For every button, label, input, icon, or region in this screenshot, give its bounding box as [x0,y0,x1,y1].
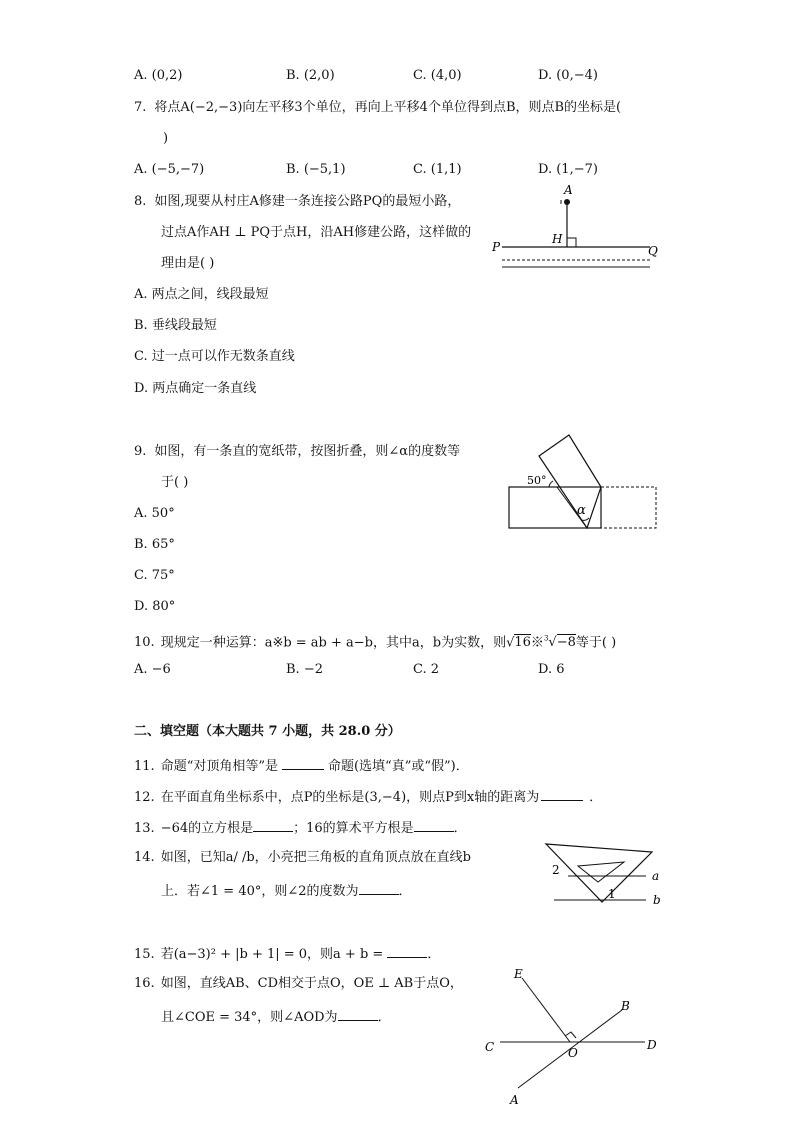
q9-stem-line2: 于( ) [161,475,189,490]
q8-figure [488,180,668,272]
q16-ray-oe [522,978,570,1042]
q16-stem-line2 [161,1006,391,1027]
q15-answer-blank[interactable] [387,943,427,958]
q15-part2: ． [427,947,441,962]
q9-strip-dashed [601,487,656,528]
q8-stem-line2: 过点A作AH ⊥ PQ于点H，沿AH修建公路，这样做的 [161,225,472,240]
q8-right-angle-mark [567,238,576,247]
q9-strip [509,487,601,528]
q7-stem-line2: ) [163,131,169,146]
q8-stem [134,193,460,211]
q16-stem-line1: 如图，直线AB、CD相交于点O，OE ⊥ AB于点O， [160,976,463,991]
q15-number: 15. [134,947,155,962]
q8-option-d: D. 两点确定一条直线 [134,381,257,396]
q9-figure [505,430,665,535]
q11-number: 11. [134,759,155,774]
q10-number: 10. [134,635,155,651]
section2-title: 二、填空题（本大题共 7 小题，共 28.0 分） [134,724,401,739]
q10-cuberoot-radicand: −8 [556,635,576,651]
q8-option-c: C. 过一点可以作无数条直线 [134,349,295,364]
q10-option-d: D. 6 [538,662,565,677]
q10-stem-suffix: 等于( ) [575,635,617,651]
q7-option-c: C. (1,1) [413,162,462,177]
q13-answer-blank-1[interactable] [253,817,293,832]
q10-stem [134,630,616,652]
q12-answer-blank[interactable] [541,786,583,801]
q8-label-q: Q [648,244,658,258]
q8-number: 8. [134,194,147,209]
q9-angle-label: 50° [527,474,547,487]
q9-option-d: D. 80° [134,599,176,614]
q14-label-1: 1 [608,887,616,901]
q16-answer-blank[interactable] [338,1006,378,1021]
q13-part2: ；16的算术平方根是 [293,821,414,836]
q16-number: 16. [134,976,155,991]
q14-number: 14. [134,850,155,865]
q10-sqrt-16 [506,634,531,650]
q9-folded-strip [539,435,601,528]
q6-option-d: D. (0,−4) [538,68,598,83]
q10-option-b: B. −2 [286,662,323,677]
q9-option-a: A. 50° [134,506,175,521]
q13-stem [134,817,467,838]
q11-answer-blank[interactable] [282,755,324,770]
q10-stem-prefix: 现规定一种运算：a※b = ab + a−b，其中a，b为实数，则 [160,635,507,651]
q7-option-a: A. (−5,−7) [134,162,205,177]
q10-operator: ※ [530,635,544,651]
q9-stem-line1: 如图，有一条直的宽纸带，按图折叠，则∠α的度数等 [154,444,461,459]
q8-stem-line3: 理由是( ) [161,256,215,271]
q14-stem [134,849,471,867]
q13-number: 13. [134,821,155,836]
q16-stem [134,975,463,993]
q11-part1: 命题“对顶角相等”是 [160,759,278,774]
q16-label-e: E [514,967,523,981]
q7-stem [134,99,621,117]
q6-option-c: C. (4,0) [413,68,462,83]
q16-figure [480,962,670,1110]
q16-label-a: A [510,1093,519,1107]
q9-option-b: B. 65° [134,537,175,552]
q15-part1: 若(a−3)² + |b + 1| = 0，则a + b = [160,947,384,962]
q13-part1: −64的立方根是 [160,821,254,836]
q9-option-c: C. 75° [134,568,175,583]
q14-answer-blank[interactable] [359,880,399,895]
q13-part3: ． [453,821,467,836]
q12-part2: ． [589,790,603,805]
q10-cuberoot-symbol: √ [548,635,557,651]
q8-option-a: A. 两点之间，线段最短 [134,287,269,302]
q14-triangle-inner [578,862,624,882]
q16-label-c: C [485,1040,495,1054]
q16-stem-line2b: ． [377,1010,391,1025]
q10-option-a: A. −6 [134,662,171,677]
q8-label-h: H [552,232,563,246]
q10-sqrt-symbol: √ [506,635,515,651]
q8-label-a: A [564,183,573,197]
q12-number: 12. [134,790,155,805]
q10-cuberoot [544,635,576,650]
q14-label-a: a [652,869,660,883]
q16-label-o: O [568,1046,578,1060]
q7-stem-line1: 将点A(−2,−3)向左平移3个单位，再向上平移4个单位得到点B，则点B的坐标是( [154,100,622,115]
q16-label-d: D [647,1038,657,1052]
q6-option-a: A. (0,2) [134,68,183,83]
q7-number: 7. [134,100,147,115]
q14-figure [540,838,670,910]
q8-stem-line1: 如图,现要从村庄A修建一条连接公路PQ的最短小路， [154,194,461,209]
q7-option-d: D. (1,−7) [538,162,598,177]
q14-label-2: 2 [552,863,560,877]
q6-option-b: B. (2,0) [286,68,335,83]
q10-sqrt-radicand: 16 [514,635,531,651]
q14-stem-line2 [161,880,412,901]
q12-part1: 在平面直角坐标系中，点P的坐标是(3,−4)，则点P到x轴的距离为 [160,790,540,805]
q10-option-c: C. 2 [413,662,440,677]
q8-option-b: B. 垂线段最短 [134,318,217,333]
q14-label-b: b [653,893,661,907]
q10-cuberoot-index: 3 [543,635,549,643]
q9-alpha-label: α [577,503,586,518]
q11-part2: 命题(选填“真”或“假”)． [327,759,469,774]
q9-angle-50-arc [549,481,553,487]
q14-stem-line2b: ． [398,884,412,899]
q12-stem [134,786,602,807]
q14-stem-line2a: 上．若∠1 = 40°，则∠2的度数为 [161,884,359,899]
q11-stem [134,755,469,776]
q13-answer-blank-2[interactable] [414,817,454,832]
q14-triangle-outer [546,844,652,902]
q8-label-p: P [492,240,501,254]
q9-number: 9. [134,444,147,459]
q16-stem-line2a: 且∠COE = 34°，则∠AOD为 [161,1010,338,1025]
q15-stem [134,943,440,964]
q14-stem-line1: 如图，已知a/ /b，小亮把三角板的直角顶点放在直线b [160,850,471,865]
q9-stem [134,443,460,461]
q9-alpha-arc [581,518,589,520]
q16-label-b: B [621,999,630,1013]
q7-option-b: B. (−5,1) [286,162,346,177]
